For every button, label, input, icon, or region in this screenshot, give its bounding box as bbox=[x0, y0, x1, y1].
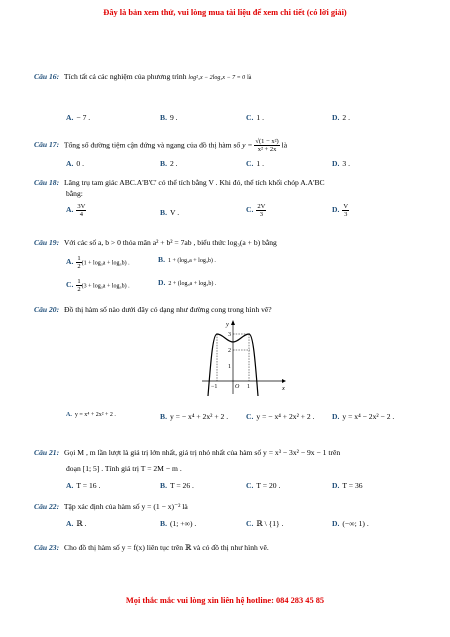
option-c[interactable]: C. $\frac{1}{2}$ (3 + log₃a + log₃b) . bbox=[66, 278, 130, 293]
x-axis-arrow bbox=[282, 379, 286, 383]
option-c[interactable]: C. 1 . bbox=[246, 113, 264, 122]
question-number: Câu 19: bbox=[34, 238, 60, 247]
option-b[interactable]: B. 9 . bbox=[160, 113, 178, 122]
function-y: y = bbox=[242, 140, 253, 150]
y-axis-arrow bbox=[231, 320, 235, 325]
hotline-footer: Mọi thắc mắc vui lòng xin liên hệ hotline: 084 283 45 85 bbox=[125, 596, 325, 605]
options-21 bbox=[66, 481, 436, 493]
question-18 bbox=[34, 178, 325, 188]
question-text: Tích tất cả các nghiệm của phương trình bbox=[63, 72, 187, 81]
question-text: Tổng số đường tiệm cận đứng và ngang của đồ thị hàm số bbox=[63, 140, 241, 150]
tick-label: −1 bbox=[211, 384, 218, 390]
question-text: Đồ thị hàm số nào dưới đây có dạng như đường cong trong hình vẽ? bbox=[64, 305, 272, 314]
option-b[interactable]: B. T = 26 . bbox=[160, 481, 194, 490]
option-c[interactable]: C. T = 20 . bbox=[246, 481, 281, 490]
option-a[interactable]: A. $\frac{1}{2}$ (1 + log₃a + log₃b) . bbox=[66, 255, 130, 270]
option-a[interactable]: A. y = x⁴ + 2x² + 2 . bbox=[66, 412, 116, 418]
option-d[interactable]: D. (−∞; 1) . bbox=[332, 519, 369, 528]
options-22 bbox=[66, 519, 436, 531]
options-19-row1 bbox=[66, 255, 436, 273]
tick-label: 1 bbox=[247, 384, 250, 390]
question-tail: là bbox=[281, 140, 288, 150]
question-text: Lăng trụ tam giác ABC.A'B'C' có thể tích bằng V . Khi đó, thể tích khối chóp A.A'BC bbox=[64, 178, 325, 187]
question-number: Câu 16: bbox=[34, 72, 60, 81]
option-c[interactable]: C. $\frac{2V}{3}$ bbox=[246, 203, 266, 218]
option-b[interactable]: B. (1; +∞) . bbox=[160, 519, 197, 528]
options-20 bbox=[66, 412, 436, 424]
tick-label: 3 bbox=[228, 332, 231, 338]
option-d[interactable]: D. $\frac{V}{3}$ bbox=[332, 203, 349, 218]
question-text: Cho đồ thị hàm số y = f(x) liên tục trên ℝ và có đồ thị như hình vẽ. bbox=[64, 543, 269, 552]
option-a[interactable]: A. T = 16 . bbox=[66, 481, 101, 490]
question-16 bbox=[34, 72, 251, 83]
options-17 bbox=[66, 159, 436, 171]
option-d[interactable]: D. T = 36 bbox=[332, 481, 363, 490]
question-number: Câu 21: bbox=[34, 448, 60, 457]
options-16 bbox=[66, 113, 436, 125]
equation-tail: là bbox=[247, 75, 252, 81]
question-number: Câu 23: bbox=[34, 543, 60, 552]
question-17 bbox=[34, 138, 287, 153]
question-text: Tập xác định của hàm số y = (1 − x)⁻² là bbox=[63, 502, 188, 511]
option-b[interactable]: B. V . bbox=[160, 208, 180, 217]
question-number: Câu 22: bbox=[34, 502, 60, 511]
equation: log²₃x − 2log₃x − 7 = 0 bbox=[188, 75, 246, 81]
option-d[interactable]: D. 2 + (log₃a + log₃b) . bbox=[158, 278, 217, 287]
option-d[interactable]: D. 3 . bbox=[332, 159, 350, 168]
question-23 bbox=[34, 543, 269, 553]
question-18-line2: bằng: bbox=[66, 189, 83, 198]
question-number: Câu 20: bbox=[34, 305, 60, 314]
y-axis-label: y bbox=[226, 321, 229, 328]
option-a[interactable]: A. $\frac{3V}{4}$ bbox=[66, 203, 86, 218]
tick-label: 1 bbox=[228, 364, 231, 370]
question-number: Câu 17: bbox=[34, 140, 60, 150]
question-22 bbox=[34, 502, 188, 512]
option-a[interactable]: A. 0 . bbox=[66, 159, 84, 168]
option-a[interactable]: A. ℝ . bbox=[66, 519, 87, 528]
question-number: Câu 18: bbox=[34, 178, 60, 187]
question-20 bbox=[34, 305, 272, 315]
origin-label: O bbox=[235, 384, 240, 390]
option-b[interactable]: B. 2 . bbox=[160, 159, 178, 168]
tick-label: 2 bbox=[228, 348, 231, 354]
function-fraction: $\frac{\text{√(1 − x²)}}{\text{x² + 2x}}$ bbox=[255, 138, 279, 153]
option-b[interactable]: B. 1 + (log₃a + log₃b) . bbox=[158, 255, 216, 264]
question-21 bbox=[34, 448, 340, 458]
question-text: Gọi M , m lần lượt là giá trị lớn nhất, giá trị nhỏ nhất của hàm số y = x³ − 3x² − 9x − 1 trên bbox=[64, 448, 341, 457]
option-c[interactable]: C. ℝ \ {1} . bbox=[246, 519, 284, 528]
function-graph bbox=[198, 318, 288, 398]
option-c[interactable]: C. y = − x⁴ + 2x² + 2 . bbox=[246, 412, 315, 421]
question-19 bbox=[34, 238, 277, 248]
question-text: Với các số a, b > 0 thỏa mãn a² + b² = 7ab , biểu thức log₃(a + b) bằng bbox=[63, 238, 277, 247]
option-c[interactable]: C. 1 . bbox=[246, 159, 264, 168]
preview-banner: Đây là bản xem thử, vui lòng mua tài liệu để xem chi tiết (có lời giải) bbox=[103, 8, 347, 17]
option-b[interactable]: B. y = − x⁴ + 2x² + 2 . bbox=[160, 412, 229, 421]
x-axis-label: x bbox=[282, 385, 285, 392]
options-18 bbox=[66, 203, 436, 225]
option-a[interactable]: A. − 7 . bbox=[66, 113, 91, 122]
question-21-line2: đoạn [1; 5] . Tính giá trị T = 2M − m . bbox=[66, 464, 182, 473]
option-d[interactable]: D. 2 . bbox=[332, 113, 350, 122]
options-19-row2 bbox=[66, 278, 436, 296]
option-d[interactable]: D. y = x⁴ − 2x² − 2 . bbox=[332, 412, 395, 421]
